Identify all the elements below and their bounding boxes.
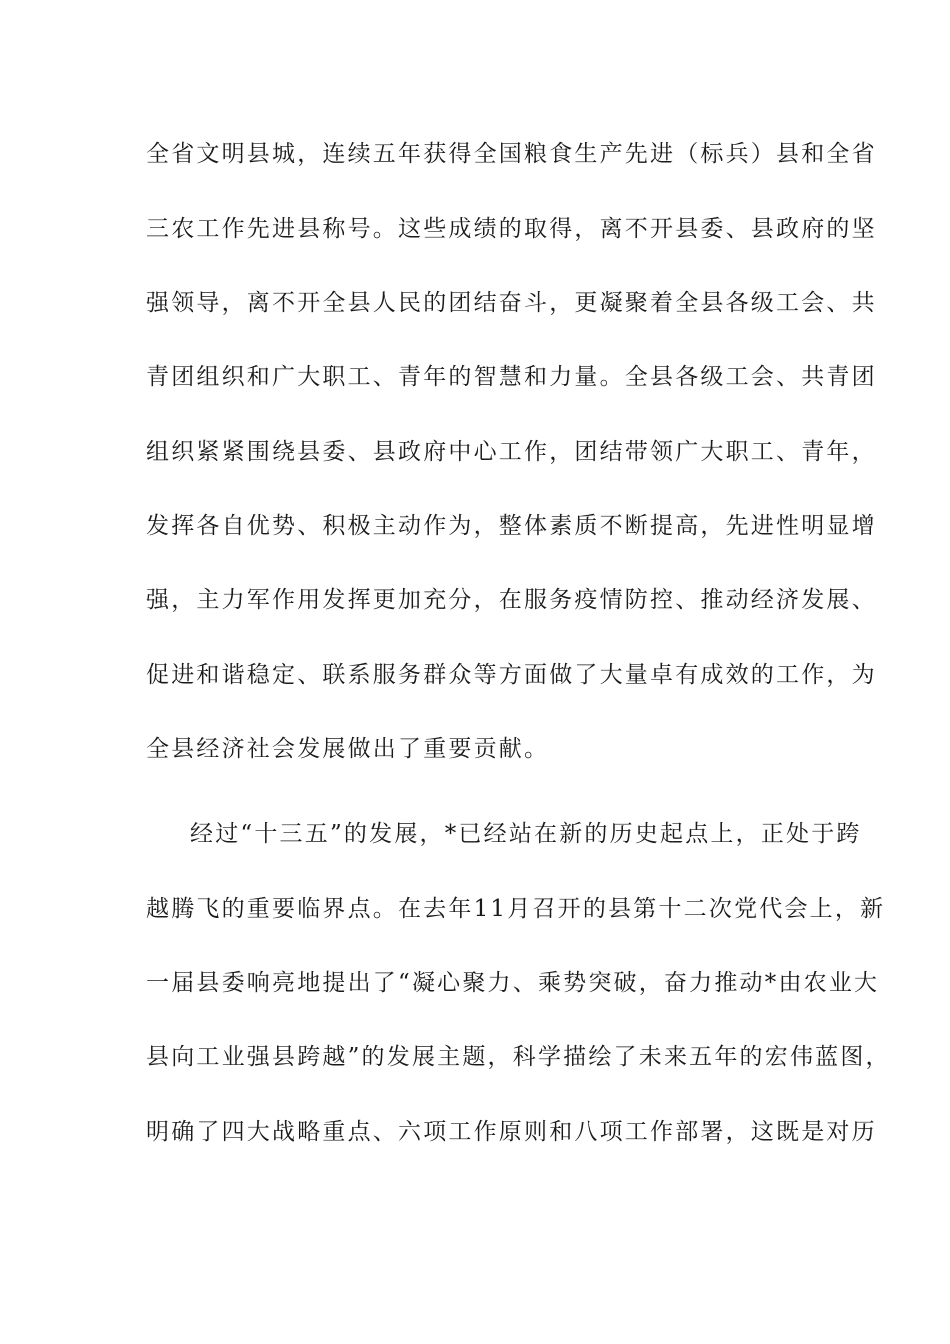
text-line: 全省文明县城，连续五年获得全国粮食生产先进（标兵）县和全省 — [146, 141, 877, 167]
text-line: 明确了四大战略重点、六项工作原则和八项工作部署，这既是对历 — [146, 1119, 877, 1145]
text-line-indented: 经过“十三五”的发展，*已经站在新的历史起点上，正处于跨 — [190, 821, 862, 847]
text-line: 三农工作先进县称号。这些成绩的取得，离不开县委、县政府的坚 — [146, 216, 877, 242]
text-line: 组织紧紧围绕县委、县政府中心工作，团结带领广大职工、青年， — [146, 439, 877, 465]
text-line: 全县经济社会发展做出了重要贡献。 — [146, 736, 550, 762]
text-line: 发挥各自优势、积极主动作为，整体素质不断提高，先进性明显增 — [146, 513, 877, 539]
text-line: 一届县委响亮地提出了“凝心聚力、乘势突破，奋力推动*由农业大 — [146, 970, 880, 996]
text-line: 强，主力军作用发挥更加充分，在服务疫情防控、推动经济发展、 — [146, 587, 877, 613]
text-line: 强领导，离不开全县人民的团结奋斗，更凝聚着全县各级工会、共 — [146, 290, 877, 316]
text-line: 青团组织和广大职工、青年的智慧和力量。全县各级工会、共青团 — [146, 364, 877, 390]
text-line: 县向工业强县跨越”的发展主题，科学描绘了未来五年的宏伟蓝图， — [146, 1044, 891, 1070]
text-line: 越腾飞的重要临界点。在去年11月召开的县第十二次党代会上，新 — [146, 896, 886, 922]
text-line: 促进和谐稳定、联系服务群众等方面做了大量卓有成效的工作，为 — [146, 662, 877, 688]
